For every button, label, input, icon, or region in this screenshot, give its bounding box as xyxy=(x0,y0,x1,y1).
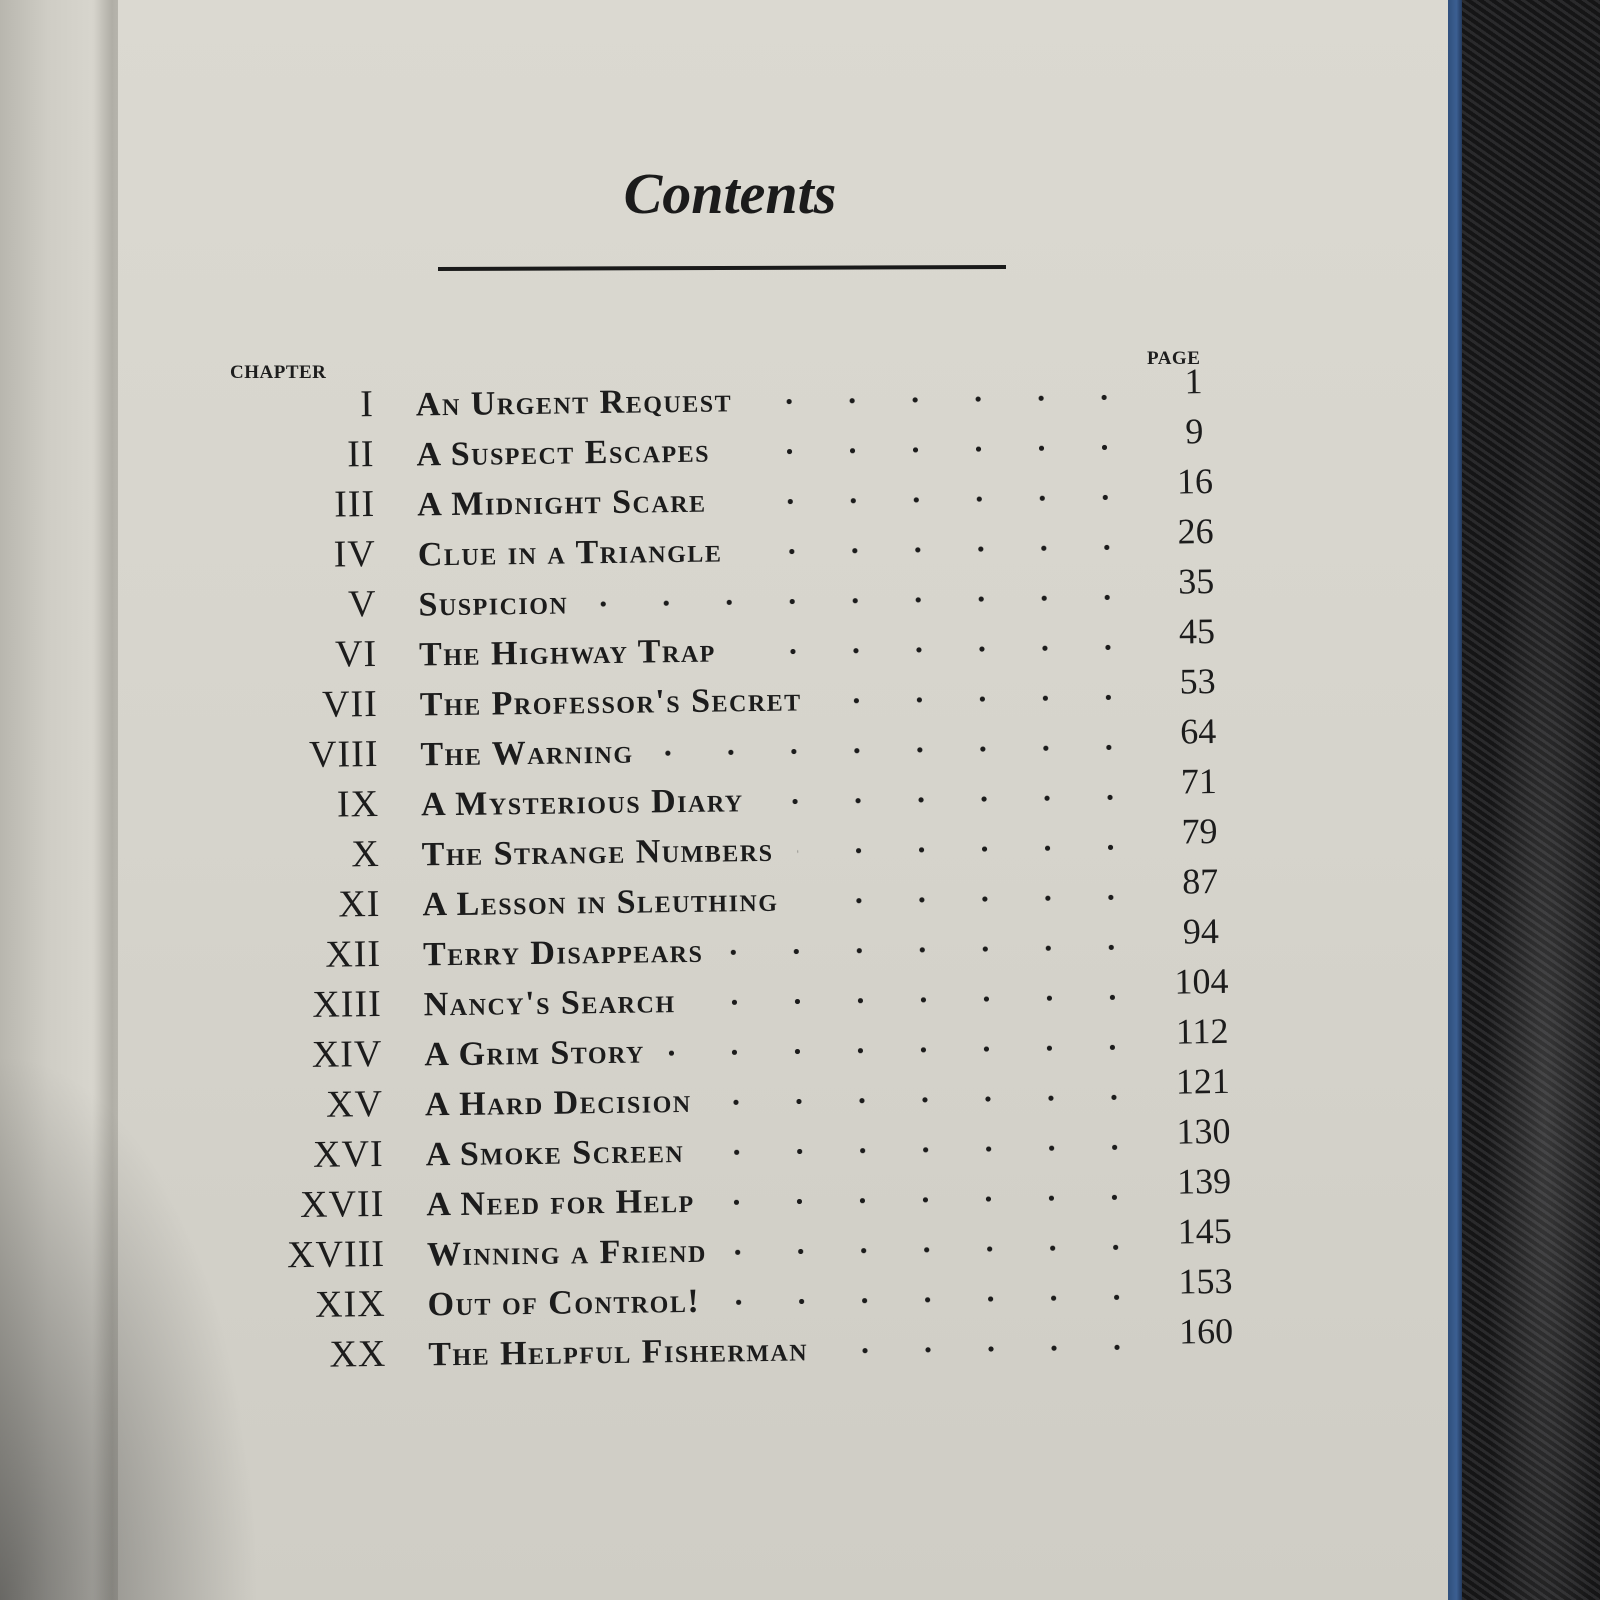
dot-leader xyxy=(768,792,1142,807)
page-column-header: PAGE xyxy=(1147,348,1201,369)
dot-leader xyxy=(708,1142,1146,1158)
dot-leader xyxy=(657,742,1140,758)
page-number: 71 xyxy=(1180,761,1218,802)
page-number: 16 xyxy=(1176,461,1214,502)
chapter-title: A Hard Decision xyxy=(424,1082,692,1124)
dot-leader xyxy=(740,642,1139,657)
chapter-number: VI xyxy=(334,632,378,676)
chapter-number: X xyxy=(351,832,381,876)
page-number: 9 xyxy=(1185,411,1204,452)
dot-leader xyxy=(699,992,1143,1008)
dot-leader xyxy=(832,1342,1148,1356)
dot-leader xyxy=(826,692,1140,706)
chapter-title: The Professor's Secret xyxy=(419,681,802,724)
page-number: 94 xyxy=(1182,911,1220,952)
page-number: 35 xyxy=(1177,561,1215,602)
chapter-number: XVI xyxy=(312,1132,384,1176)
chapter-title: The Strange Numbers xyxy=(421,831,774,874)
chapter-number: VII xyxy=(321,682,379,726)
chapter-number: V xyxy=(347,582,377,626)
chapter-number: XVIII xyxy=(286,1232,386,1277)
chapter-number: XIX xyxy=(314,1282,386,1326)
page-number: 130 xyxy=(1176,1110,1231,1152)
chapter-number: XIII xyxy=(312,982,382,1026)
page-number: 87 xyxy=(1181,861,1219,902)
chapter-number: III xyxy=(333,483,376,526)
chapter-title: Terry Disappears xyxy=(422,932,704,974)
page-number: 1 xyxy=(1184,361,1203,402)
chapter-number: XIV xyxy=(311,1032,383,1076)
page-number: 45 xyxy=(1178,611,1216,652)
chapter-title: A Grim Story xyxy=(424,1033,646,1074)
chapter-number: VIII xyxy=(308,732,379,776)
page-number: 104 xyxy=(1174,960,1229,1002)
chapter-title: Out of Control! xyxy=(427,1282,701,1324)
chapter-number: I xyxy=(359,383,375,426)
page-number: 139 xyxy=(1176,1160,1232,1202)
chapter-title: A Suspect Escapes xyxy=(416,432,711,474)
chapter-title: A Smoke Screen xyxy=(425,1133,685,1174)
page-number: 64 xyxy=(1179,711,1217,752)
chapter-title: Suspicion xyxy=(418,584,569,624)
page-number: 121 xyxy=(1175,1060,1231,1102)
chapter-title: The Highway Trap xyxy=(418,632,717,674)
chapter-title: The Helpful Fisherman xyxy=(428,1331,809,1374)
chapter-title: Nancy's Search xyxy=(423,983,676,1024)
chapter-column-header: CHAPTER xyxy=(230,362,327,383)
dot-leader xyxy=(724,1292,1148,1308)
dot-leader xyxy=(797,842,1141,857)
page-number: 112 xyxy=(1175,1010,1229,1052)
dot-leader xyxy=(756,392,1136,407)
chapter-title: The Warning xyxy=(420,733,634,774)
dot-leader xyxy=(592,592,1138,609)
chapter-title: A Mysterious Diary xyxy=(420,782,744,824)
chapter-title: An Urgent Request xyxy=(415,382,733,424)
chapter-number: IX xyxy=(336,782,380,826)
dot-leader xyxy=(716,1092,1146,1108)
chapter-number: XVII xyxy=(299,1182,385,1227)
dot-leader xyxy=(669,1042,1145,1058)
page-number: 79 xyxy=(1181,811,1218,852)
dot-leader xyxy=(731,1242,1147,1257)
page-number: 153 xyxy=(1178,1260,1233,1302)
page-number: 160 xyxy=(1178,1310,1234,1352)
chapter-number: XI xyxy=(338,882,381,926)
dot-leader xyxy=(746,542,1138,557)
chapter-number: II xyxy=(346,433,375,476)
page-number: 53 xyxy=(1179,661,1216,702)
chapter-title: Winning a Friend xyxy=(426,1232,708,1274)
chapter-title: A Need for Help xyxy=(426,1182,695,1224)
chapter-number: XX xyxy=(329,1332,387,1376)
dot-leader xyxy=(734,442,1137,457)
dot-leader xyxy=(802,892,1142,906)
page-number: 26 xyxy=(1177,511,1214,552)
chapter-title: A Lesson in Sleuthing xyxy=(422,881,779,924)
dot-leader xyxy=(727,942,1143,957)
chapter-title: Clue in a Triangle xyxy=(417,532,723,574)
chapter-title: A Midnight Scare xyxy=(416,482,707,524)
dot-leader xyxy=(719,1192,1147,1208)
chapter-number: IV xyxy=(333,533,377,576)
page-title: Contents xyxy=(623,161,837,226)
page-number: 145 xyxy=(1177,1210,1233,1252)
chapter-number: XII xyxy=(325,932,382,976)
dot-leader xyxy=(730,492,1137,507)
chapter-number: XV xyxy=(325,1082,384,1126)
